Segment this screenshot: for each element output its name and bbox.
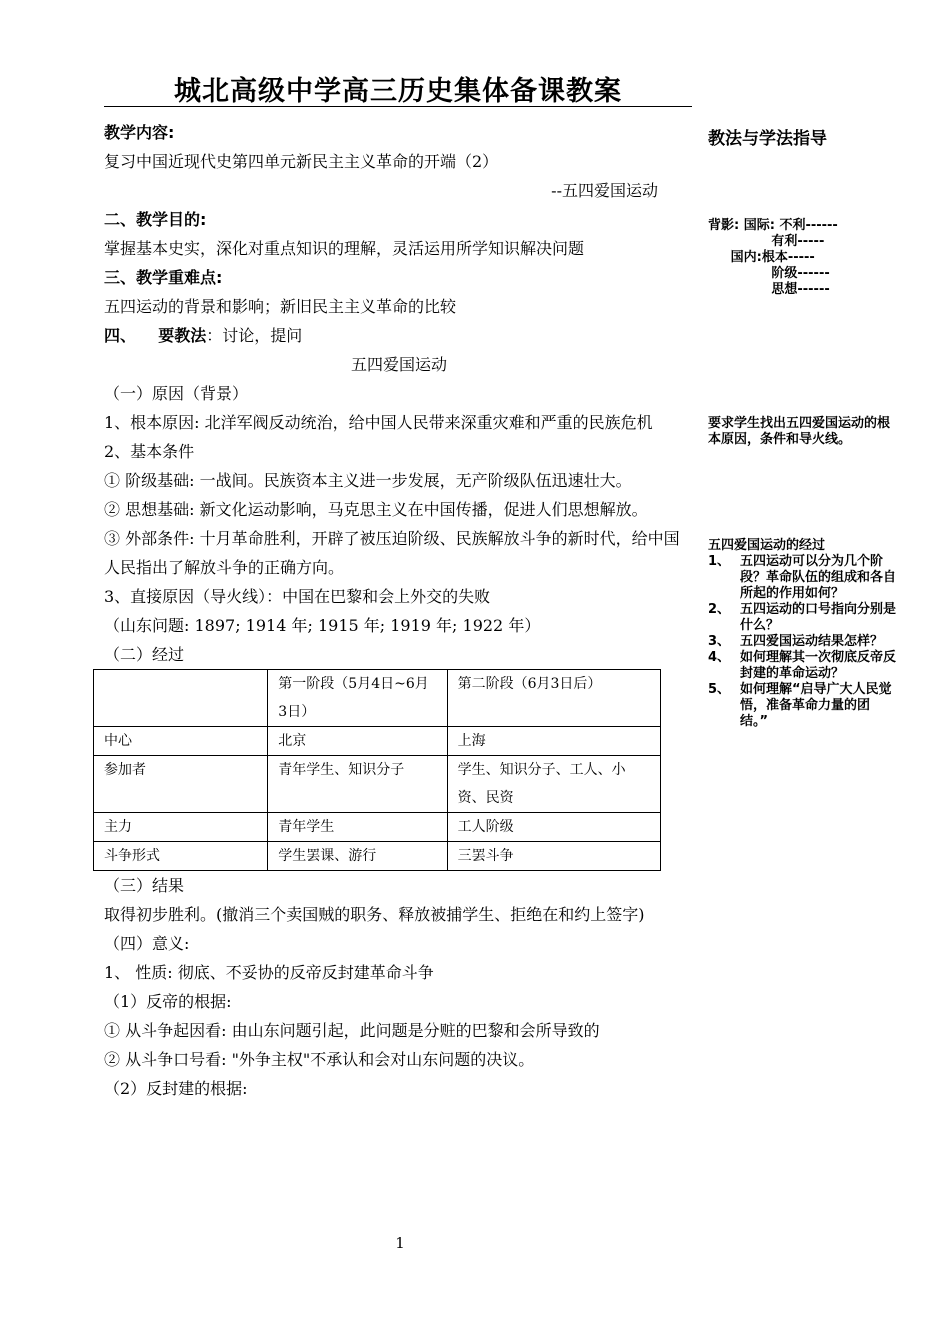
requirement-note: 要求学生找出五四爱国运动的根本原因，条件和导火线。 — [708, 416, 891, 447]
cause-3-note: （山东问题: 1897; 1914 年; 1915 年; 1919 年; 1922 年） — [104, 616, 541, 635]
cause-3: 3、直接原因（导火线）：中国在巴黎和会上外交的失败 — [104, 587, 491, 606]
table-cell: 斗争形式 — [94, 842, 268, 871]
content-label: 教学内容: — [104, 123, 175, 142]
cause-2b: ② 思想基础: 新文化运动影响，马克思主义在中国传播，促进人们思想解放。 — [104, 500, 648, 519]
table-cell: 三罢斗争 — [447, 842, 660, 871]
table-cell: 第一阶段（5月4日~6月3日） — [268, 670, 447, 727]
experience-notes — [708, 538, 898, 730]
table-cell: 青年学生、知识分子 — [268, 756, 447, 813]
content-line-1: 复习中国近现代史第四单元新民主主义革命的开端（2） — [104, 152, 499, 171]
list-item: 3、 五四爱国运动结果怎样？ — [708, 634, 884, 649]
method-text: ：讨论，提问 — [206, 326, 303, 345]
cause-heading: （一）原因（背景） — [104, 384, 249, 403]
table-row — [94, 756, 661, 813]
difficulty-text: 五四运动的背景和影响；新旧民主主义革命的比较 — [104, 297, 457, 316]
table-cell: 上海 — [447, 727, 660, 756]
background-line: 国内:根本----- — [708, 250, 815, 265]
meaning-1a: （1）反帝的根据: — [104, 992, 232, 1011]
table-cell — [94, 670, 268, 727]
cause-2a: ① 阶级基础: 一战间。民族资本主义进一步发展，无产阶级队伍迅速壮大。 — [104, 471, 632, 490]
experience-title: 五四爱国运动的经过 — [708, 538, 826, 553]
cause-2: 2、基本条件 — [104, 442, 195, 461]
table-cell: 工人阶级 — [447, 813, 660, 842]
meaning-1: 1、 性质: 彻底、不妥协的反帝反封建革命斗争 — [104, 963, 434, 982]
content-line-2: --五四爱国运动 — [551, 181, 658, 200]
table-cell: 第二阶段（6月3日后） — [447, 670, 660, 727]
background-line: 思想------ — [708, 282, 830, 297]
table-row — [94, 727, 661, 756]
background-line: 有利----- — [708, 234, 825, 249]
experience-list — [708, 554, 898, 730]
table-header-row — [94, 670, 661, 727]
goal-label: 二、教学目的: — [104, 210, 207, 229]
table-cell: 主力 — [94, 813, 268, 842]
list-item: 4、 如何理解其一次彻底反帝反封建的革命运动？ — [708, 650, 897, 681]
table-cell: 参加者 — [94, 756, 268, 813]
result-text: 取得初步胜利。(撤消三个卖国贼的职务、释放被捕学生、拒绝在和约上签字) — [104, 905, 645, 924]
method-line — [104, 321, 694, 350]
table-cell: 北京 — [268, 727, 447, 756]
process-heading: （二）经过 — [104, 645, 185, 664]
meaning-1a-ii: ② 从斗争口号看: "外争主权"不承认和会对山东问题的决议。 — [104, 1050, 535, 1069]
main-column — [104, 118, 694, 1103]
background-line: 背影: 国际: 不利------ — [708, 218, 838, 233]
list-item: 2、 五四运动的口号指向分别是什么？ — [708, 602, 897, 633]
method-label: 四、 要教法 — [104, 326, 207, 345]
difficulty-label: 三、教学重难点: — [104, 268, 223, 287]
meaning-1a-i: ① 从斗争起因看: 由山东问题引起，此问题是分赃的巴黎和会所导致的 — [104, 1021, 600, 1040]
meaning-heading: （四）意义: — [104, 934, 190, 953]
list-item: 5、 如何理解“启导广大人民觉悟，准备革命力量的团结。” — [708, 682, 892, 729]
goal-text: 掌握基本史实，深化对重点知识的理解，灵活运用所学知识解决问题 — [104, 239, 585, 258]
table-cell: 学生罢课、游行 — [268, 842, 447, 871]
cause-1: 1、根本原因: 北洋军阀反动统治，给中国人民带来深重灾难和严重的民族危机 — [104, 413, 653, 432]
background-notes — [708, 218, 908, 298]
list-item: 1、 五四运动可以分为几个阶段？革命队伍的组成和各自所起的作用如何？ — [708, 554, 897, 601]
table-cell: 学生、知识分子、工人、小资、民资 — [447, 756, 660, 813]
title-underline — [104, 106, 692, 107]
page-number: 1 — [395, 1234, 405, 1252]
process-table — [93, 669, 661, 871]
side-title: 教法与学法指导 — [708, 129, 827, 149]
table-cell: 青年学生 — [268, 813, 447, 842]
background-line: 阶级------ — [708, 266, 830, 281]
document-title: 城北高级中学高三历史集体备课教案 — [174, 76, 622, 107]
table-row — [94, 813, 661, 842]
result-heading: （三）结果 — [104, 876, 185, 895]
table-cell: 中心 — [94, 727, 268, 756]
table-row — [94, 842, 661, 871]
section-title: 五四爱国运动 — [350, 355, 447, 374]
cause-2c: ③ 外部条件: 十月革命胜利，开辟了被压迫阶级、民族解放斗争的新时代，给中国人民指出了解放斗争的正确方向。 — [104, 529, 680, 577]
meaning-1b: （2）反封建的根据: — [104, 1079, 248, 1098]
